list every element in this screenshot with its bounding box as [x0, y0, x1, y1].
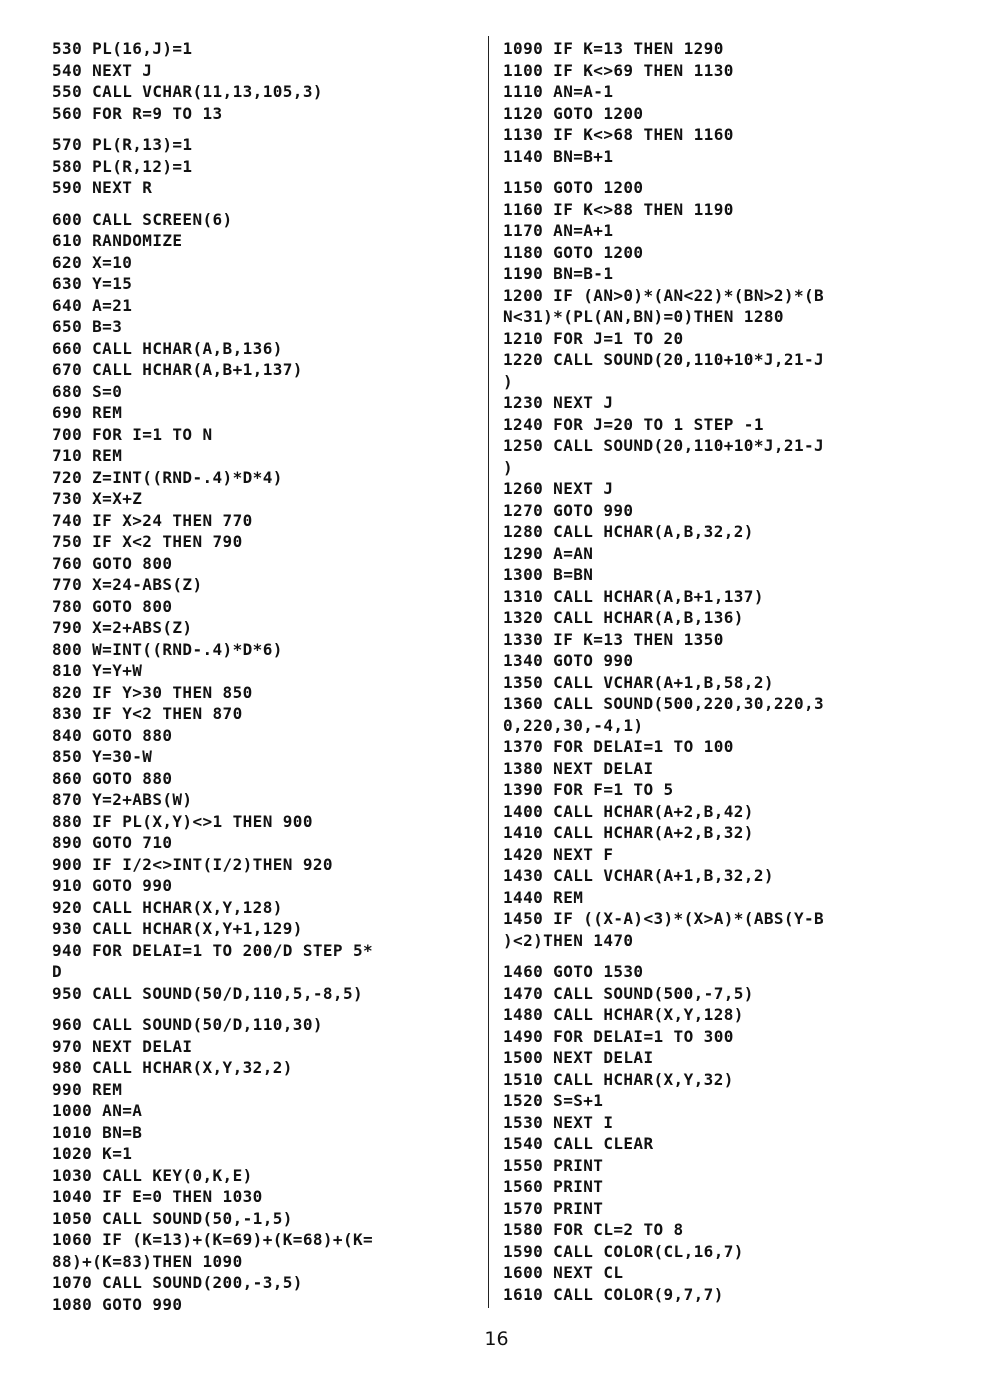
code-line: 680 S=0 — [52, 381, 123, 401]
code-line: 1320 CALL HCHAR(A,B,136) — [503, 608, 744, 627]
code-line: 1470 CALL SOUND(500,-7,5) — [503, 983, 754, 1003]
code-line: 1300 B=BN — [503, 565, 594, 584]
code-line: 900 IF I/2<>INT(I/2)THEN 920 — [52, 854, 333, 874]
code-line: 980 CALL HCHAR(X,Y,32,2) — [52, 1058, 293, 1077]
code-line: 610 RANDOMIZE — [52, 231, 183, 250]
code-line: 1060 IF (K=13)+(K=69)+(K=68)+(K= — [52, 1230, 374, 1249]
code-line: ) — [503, 371, 514, 391]
code-line: 1420 NEXT F — [503, 844, 614, 864]
code-line: 870 Y=2+ABS(W) — [52, 790, 193, 809]
code-line: 560 FOR R=9 TO 13 — [52, 103, 223, 123]
code-line: 1480 CALL HCHAR(X,Y,128) — [503, 1005, 744, 1024]
code-line: 530 PL(16,J)=1 — [52, 39, 193, 58]
code-line: 1390 FOR F=1 TO 5 — [503, 780, 674, 799]
code-line: 1260 NEXT J — [503, 479, 614, 498]
code-line: 1430 CALL VCHAR(A+1,B,32,2) — [503, 866, 774, 885]
line-spacer — [503, 951, 824, 961]
code-line: 1510 CALL HCHAR(X,Y,32) — [503, 1069, 734, 1089]
page-number: 16 — [484, 1328, 509, 1350]
code-line: 1590 CALL COLOR(CL,16,7) — [503, 1241, 744, 1261]
code-line: 1550 PRINT — [503, 1155, 604, 1175]
code-line: 1140 BN=B+1 — [503, 146, 614, 166]
code-line: 1010 BN=B — [52, 1122, 143, 1142]
code-line: 1270 GOTO 990 — [503, 500, 634, 520]
code-line: 710 REM — [52, 446, 123, 465]
code-line: 1100 IF K<>69 THEN 1130 — [503, 60, 734, 80]
code-line: 1280 CALL HCHAR(A,B,32,2) — [503, 522, 754, 541]
code-line: 1170 AN=A+1 — [503, 221, 614, 240]
code-line: 1610 CALL COLOR(9,7,7) — [503, 1284, 724, 1304]
code-line: 940 FOR DELAI=1 TO 200/D STEP 5* — [52, 940, 374, 960]
code-line: 1380 NEXT DELAI — [503, 758, 654, 778]
code-line: 1120 GOTO 1200 — [503, 103, 644, 123]
code-line: 600 CALL SCREEN(6) — [52, 209, 233, 229]
code-line: 910 GOTO 990 — [52, 876, 173, 895]
code-line: 750 IF X<2 THEN 790 — [52, 532, 243, 551]
code-line: 780 GOTO 800 — [52, 596, 173, 616]
code-line: 740 IF X>24 THEN 770 — [52, 510, 253, 530]
code-line: 1540 CALL CLEAR — [503, 1134, 654, 1153]
code-line: 930 CALL HCHAR(X,Y+1,129) — [52, 919, 303, 938]
code-line: 1070 CALL SOUND(200,-3,5) — [52, 1273, 303, 1292]
code-listing-left-column — [52, 38, 373, 1315]
code-line: 1460 GOTO 1530 — [503, 962, 644, 981]
code-line: ) — [503, 457, 514, 477]
line-spacer — [52, 124, 373, 134]
code-line: 670 CALL HCHAR(A,B+1,137) — [52, 360, 303, 379]
code-line: 650 B=3 — [52, 317, 123, 336]
code-line: 570 PL(R,13)=1 — [52, 135, 193, 154]
code-line: 1090 IF K=13 THEN 1290 — [503, 39, 724, 58]
code-line: 640 A=21 — [52, 295, 133, 315]
code-line: 690 REM — [52, 403, 123, 422]
code-line: 1150 GOTO 1200 — [503, 178, 644, 197]
code-line: 1450 IF ((X-A)<3)*(X>A)*(ABS(Y-B — [503, 909, 825, 928]
line-spacer — [52, 199, 373, 209]
code-line: 950 CALL SOUND(50/D,110,5,-8,5) — [52, 983, 364, 1003]
code-line: 1440 REM — [503, 887, 584, 907]
code-line: 960 CALL SOUND(50/D,110,30) — [52, 1015, 323, 1034]
code-line: 800 W=INT((RND-.4)*D*6) — [52, 639, 283, 659]
code-line: 1230 NEXT J — [503, 393, 614, 412]
code-line: 1030 CALL KEY(0,K,E) — [52, 1165, 253, 1185]
code-line: 1330 IF K=13 THEN 1350 — [503, 629, 724, 649]
code-line: 860 GOTO 880 — [52, 768, 173, 788]
code-line: 1520 S=S+1 — [503, 1091, 604, 1110]
code-line: 88)+(K=83)THEN 1090 — [52, 1251, 243, 1271]
code-line: 1000 AN=A — [52, 1101, 143, 1120]
code-line: 970 NEXT DELAI — [52, 1036, 193, 1056]
code-line: 1130 IF K<>68 THEN 1160 — [503, 125, 734, 144]
code-line: 1190 BN=B-1 — [503, 264, 614, 283]
code-line: 1560 PRINT — [503, 1177, 604, 1196]
code-line: 830 IF Y<2 THEN 870 — [52, 704, 243, 723]
code-line: 540 NEXT J — [52, 60, 153, 80]
code-line: 1500 NEXT DELAI — [503, 1048, 654, 1067]
code-line: 1210 FOR J=1 TO 20 — [503, 328, 684, 348]
code-line: D — [52, 962, 63, 981]
code-line: 580 PL(R,12)=1 — [52, 156, 193, 176]
code-line: 820 IF Y>30 THEN 850 — [52, 682, 253, 702]
code-line: 1360 CALL SOUND(500,220,30,220,3 — [503, 694, 825, 713]
code-listing-right-column — [503, 38, 824, 1305]
code-line: 880 IF PL(X,Y)<>1 THEN 900 — [52, 811, 313, 831]
code-line: 1050 CALL SOUND(50,-1,5) — [52, 1208, 293, 1228]
code-line: 1410 CALL HCHAR(A+2,B,32) — [503, 823, 754, 842]
code-line: 1570 PRINT — [503, 1198, 604, 1218]
code-line: 890 GOTO 710 — [52, 833, 173, 852]
code-line: 730 X=X+Z — [52, 489, 143, 508]
code-line: 720 Z=INT((RND-.4)*D*4) — [52, 467, 283, 487]
code-line: 0,220,30,-4,1) — [503, 715, 644, 735]
code-line: 1490 FOR DELAI=1 TO 300 — [503, 1026, 734, 1046]
code-line: 1240 FOR J=20 TO 1 STEP -1 — [503, 414, 764, 434]
code-line: 700 FOR I=1 TO N — [52, 424, 213, 444]
code-line: 920 CALL HCHAR(X,Y,128) — [52, 897, 283, 917]
line-spacer — [52, 1004, 373, 1014]
code-line: 1250 CALL SOUND(20,110+10*J,21-J — [503, 436, 825, 455]
code-line: 810 Y=Y+W — [52, 661, 143, 680]
code-line: 620 X=10 — [52, 252, 133, 272]
code-line: 760 GOTO 800 — [52, 553, 173, 573]
code-line: )<2)THEN 1470 — [503, 930, 634, 950]
code-line: 990 REM — [52, 1079, 123, 1099]
code-line: 590 NEXT R — [52, 178, 153, 197]
code-line: 1160 IF K<>88 THEN 1190 — [503, 199, 734, 219]
code-line: 1600 NEXT CL — [503, 1263, 624, 1282]
code-line: 1110 AN=A-1 — [503, 82, 614, 101]
code-line: 1370 FOR DELAI=1 TO 100 — [503, 737, 734, 756]
code-line: 850 Y=30-W — [52, 747, 153, 766]
code-line: 770 X=24-ABS(Z) — [52, 575, 203, 594]
code-line: 1180 GOTO 1200 — [503, 242, 644, 262]
code-line: 630 Y=15 — [52, 274, 133, 293]
code-line: 1080 GOTO 990 — [52, 1294, 183, 1314]
code-line: 840 GOTO 880 — [52, 725, 173, 745]
line-spacer — [503, 167, 824, 177]
code-line: 1350 CALL VCHAR(A+1,B,58,2) — [503, 672, 774, 692]
code-line: 1040 IF E=0 THEN 1030 — [52, 1187, 263, 1206]
code-line: 550 CALL VCHAR(11,13,105,3) — [52, 82, 323, 101]
code-line: 1200 IF (AN>0)*(AN<22)*(BN>2)*(B — [503, 285, 825, 305]
code-line: 1020 K=1 — [52, 1144, 133, 1163]
code-line: 1220 CALL SOUND(20,110+10*J,21-J — [503, 350, 825, 369]
column-divider — [488, 36, 489, 1308]
code-line: 1580 FOR CL=2 TO 8 — [503, 1220, 684, 1239]
code-line: 790 X=2+ABS(Z) — [52, 618, 193, 637]
code-line: 1340 GOTO 990 — [503, 651, 634, 670]
code-line: N<31)*(PL(AN,BN)=0)THEN 1280 — [503, 307, 784, 326]
code-line: 1290 A=AN — [503, 543, 594, 563]
code-line: 1400 CALL HCHAR(A+2,B,42) — [503, 801, 754, 821]
code-line: 1530 NEXT I — [503, 1112, 614, 1132]
code-line: 660 CALL HCHAR(A,B,136) — [52, 338, 283, 358]
code-line: 1310 CALL HCHAR(A,B+1,137) — [503, 586, 764, 606]
